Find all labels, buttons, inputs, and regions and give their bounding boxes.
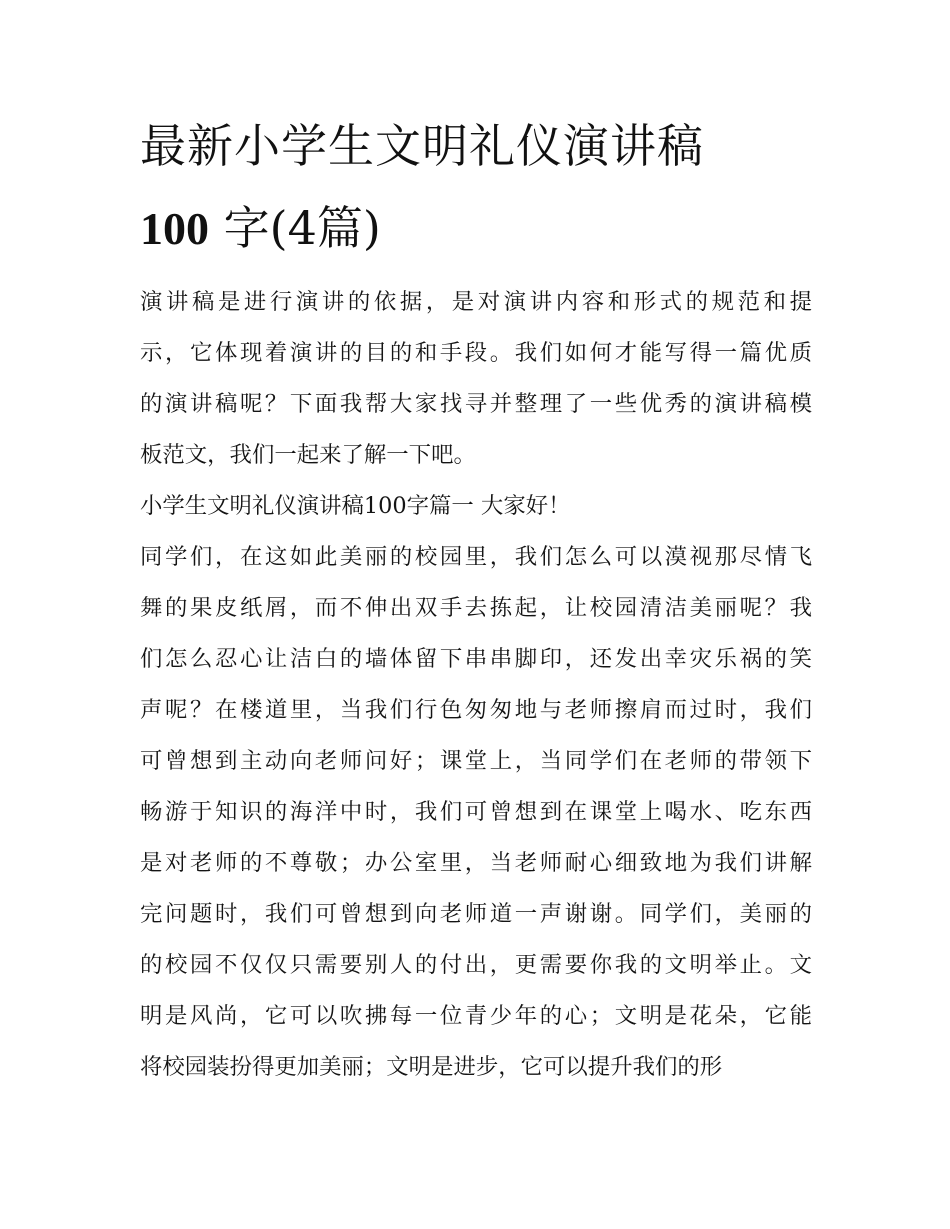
- body-line: 是对老师的不尊敬；办公室里，当老师耐心细致地为我们讲解: [140, 850, 812, 876]
- body-line: 畅游于知识的海洋中时，我们可曾想到在课堂上喝水、吃东西: [140, 799, 812, 825]
- body-line: 完问题时，我们可曾想到向老师道一声谢谢。同学们，美丽的: [140, 901, 812, 927]
- body-line: 示，它体现着演讲的目的和手段。我们如何才能写得一篇优质: [140, 340, 812, 366]
- body-line: 的演讲稿呢？下面我帮大家找寻并整理了一些优秀的演讲稿模: [140, 391, 812, 417]
- body-line: 的校园不仅仅只需要别人的付出，更需要你我的文明举止。文: [140, 952, 812, 978]
- document-body: [140, 277, 812, 1093]
- document-title-line-1: 最新小学生文明礼仪演讲稿: [140, 119, 704, 173]
- body-line: 舞的果皮纸屑，而不伸出双手去拣起，让校园清洁美丽呢？我: [140, 595, 812, 621]
- body-line: 可曾想到主动向老师问好；课堂上，当同学们在老师的带领下: [140, 748, 812, 774]
- document-title-line-2: [140, 200, 820, 257]
- body-line: 明是风尚，它可以吹拂每一位青少年的心；文明是花朵，它能: [140, 1003, 812, 1029]
- body-line: 演讲稿是进行演讲的依据，是对演讲内容和形式的规范和提: [140, 289, 812, 315]
- body-line: 同学们，在这如此美丽的校园里，我们怎么可以漠视那尽情飞: [140, 544, 812, 570]
- body-line: 声呢？在楼道里，当我们行色匆匆地与老师擦肩而过时，我们: [140, 697, 812, 723]
- body-line: 板范文，我们一起来了解一下吧。: [140, 442, 476, 468]
- section-heading: 小学生文明礼仪演讲稿100字篇一 大家好！: [140, 493, 571, 519]
- title-number: 100: [140, 203, 209, 254]
- title-suffix: 字(4篇): [223, 201, 381, 255]
- body-line: 们怎么忍心让洁白的墙体留下串串脚印，还发出幸灾乐祸的笑: [140, 646, 812, 672]
- body-line: 将校园装扮得更加美丽；文明是进步，它可以提升我们的形: [140, 1054, 723, 1080]
